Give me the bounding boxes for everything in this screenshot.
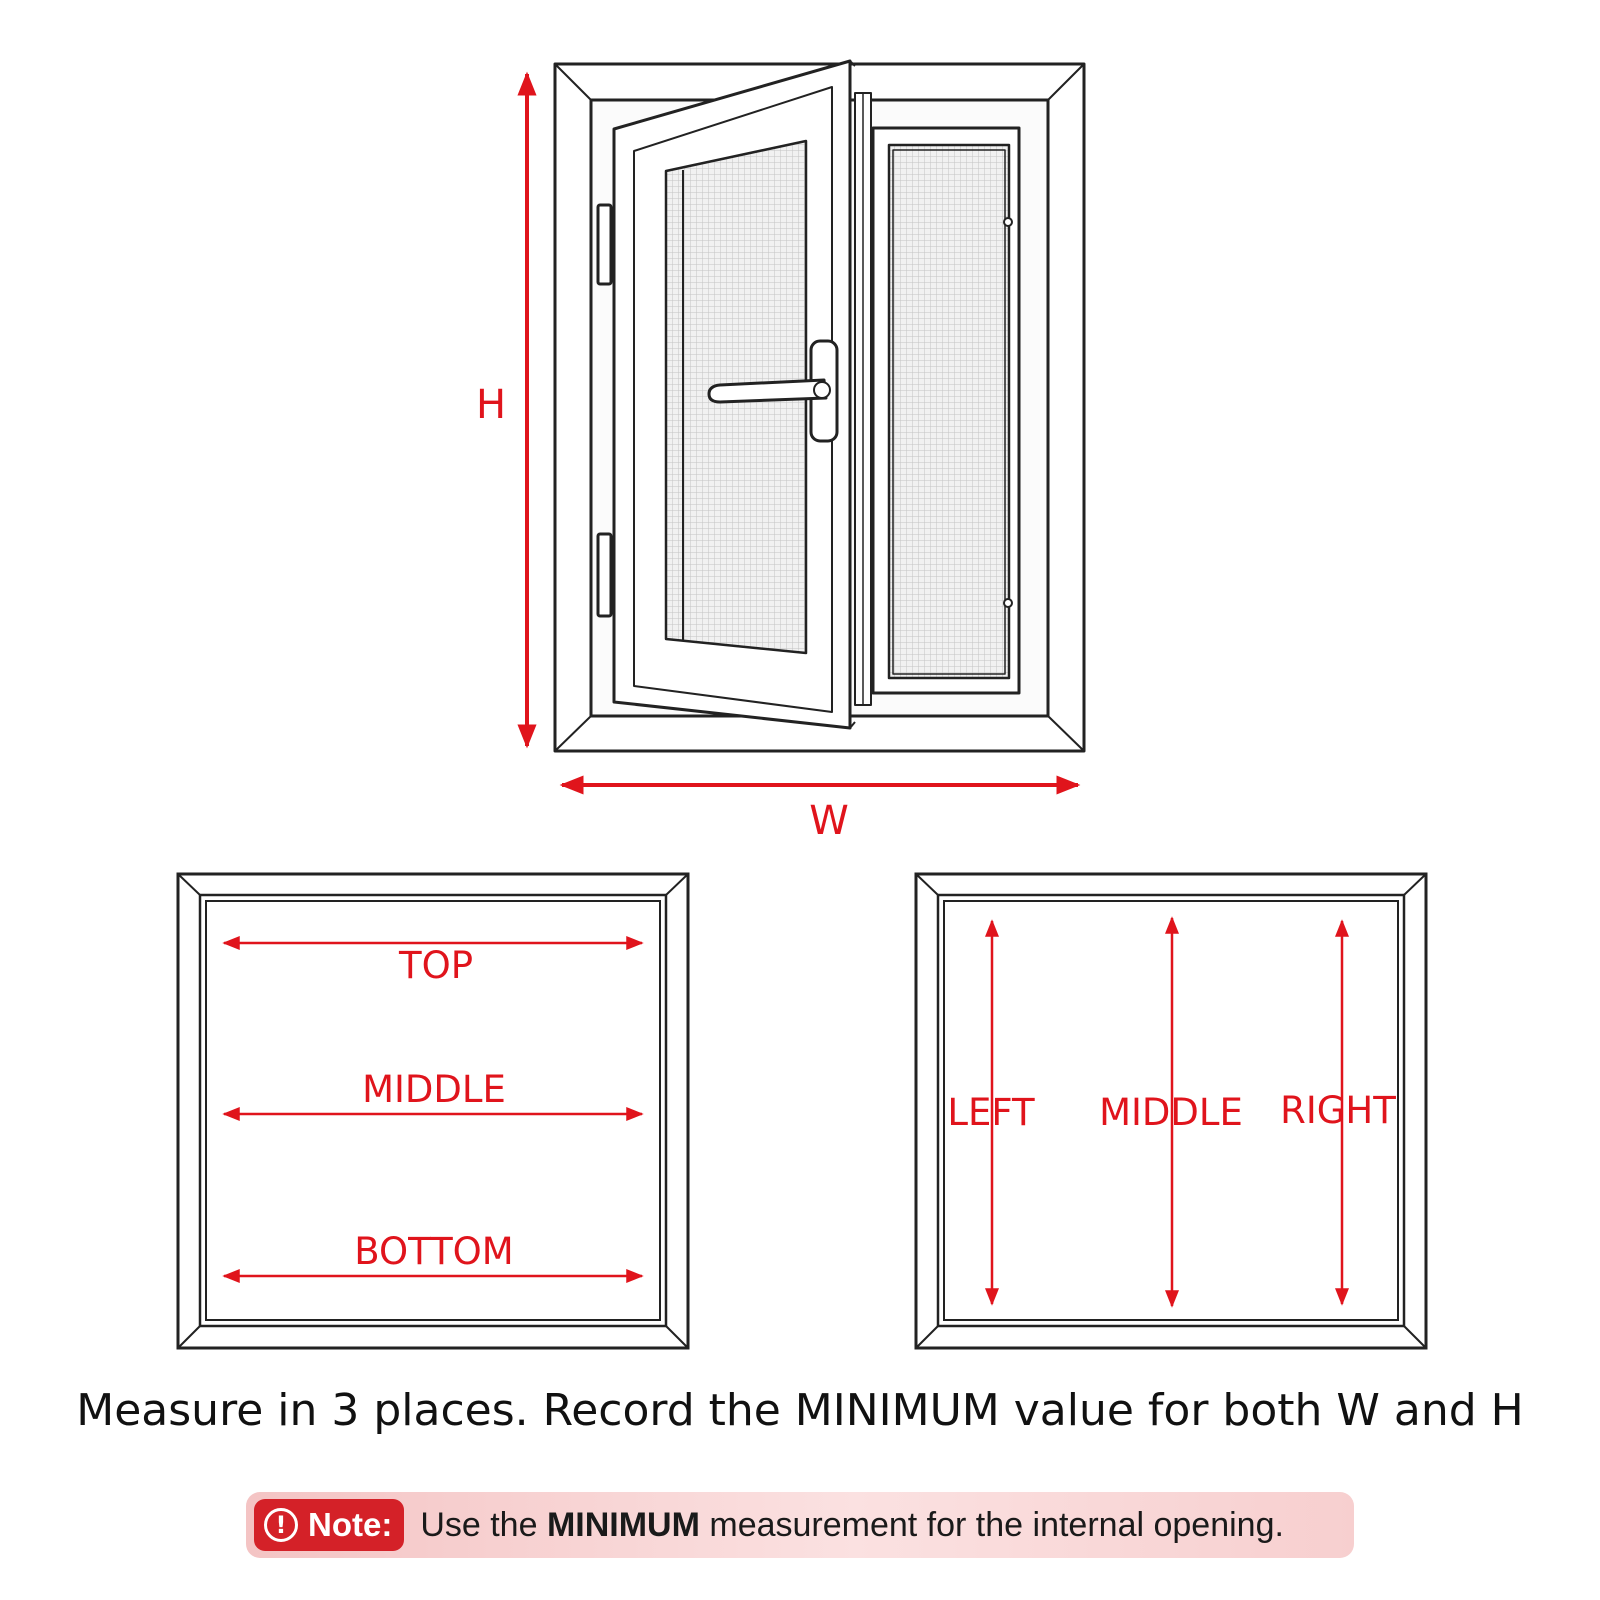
middle-width-label: MIDDLE [362, 1068, 506, 1111]
casement-window-illustration [555, 61, 1084, 751]
exclamation-circle-icon: ! [264, 1508, 298, 1542]
note-badge [254, 1499, 404, 1551]
fixed-pane-screen [889, 145, 1009, 678]
note-text-bold: MINIMUM [546, 1505, 700, 1544]
right-label: RIGHT [1280, 1089, 1396, 1132]
bottom-label: BOTTOM [354, 1230, 514, 1273]
lower-hinge [598, 534, 611, 616]
top-label: TOP [398, 944, 474, 987]
note-text-before: Use the [420, 1505, 547, 1544]
window-handle-lever [709, 380, 826, 402]
width-label: W [809, 798, 849, 844]
instruction-caption: Measure in 3 places. Record the MINIMUM value for both W and H [76, 1385, 1524, 1436]
left-label: LEFT [947, 1091, 1035, 1134]
note-text-after: measurement for the internal opening. [699, 1505, 1284, 1544]
note-text [420, 1506, 1284, 1545]
upper-hinge [598, 205, 611, 284]
note-banner [246, 1492, 1354, 1558]
height-label: H [475, 382, 507, 428]
note-label: Note: [308, 1506, 393, 1543]
middle-height-label: MIDDLE [1099, 1091, 1243, 1134]
